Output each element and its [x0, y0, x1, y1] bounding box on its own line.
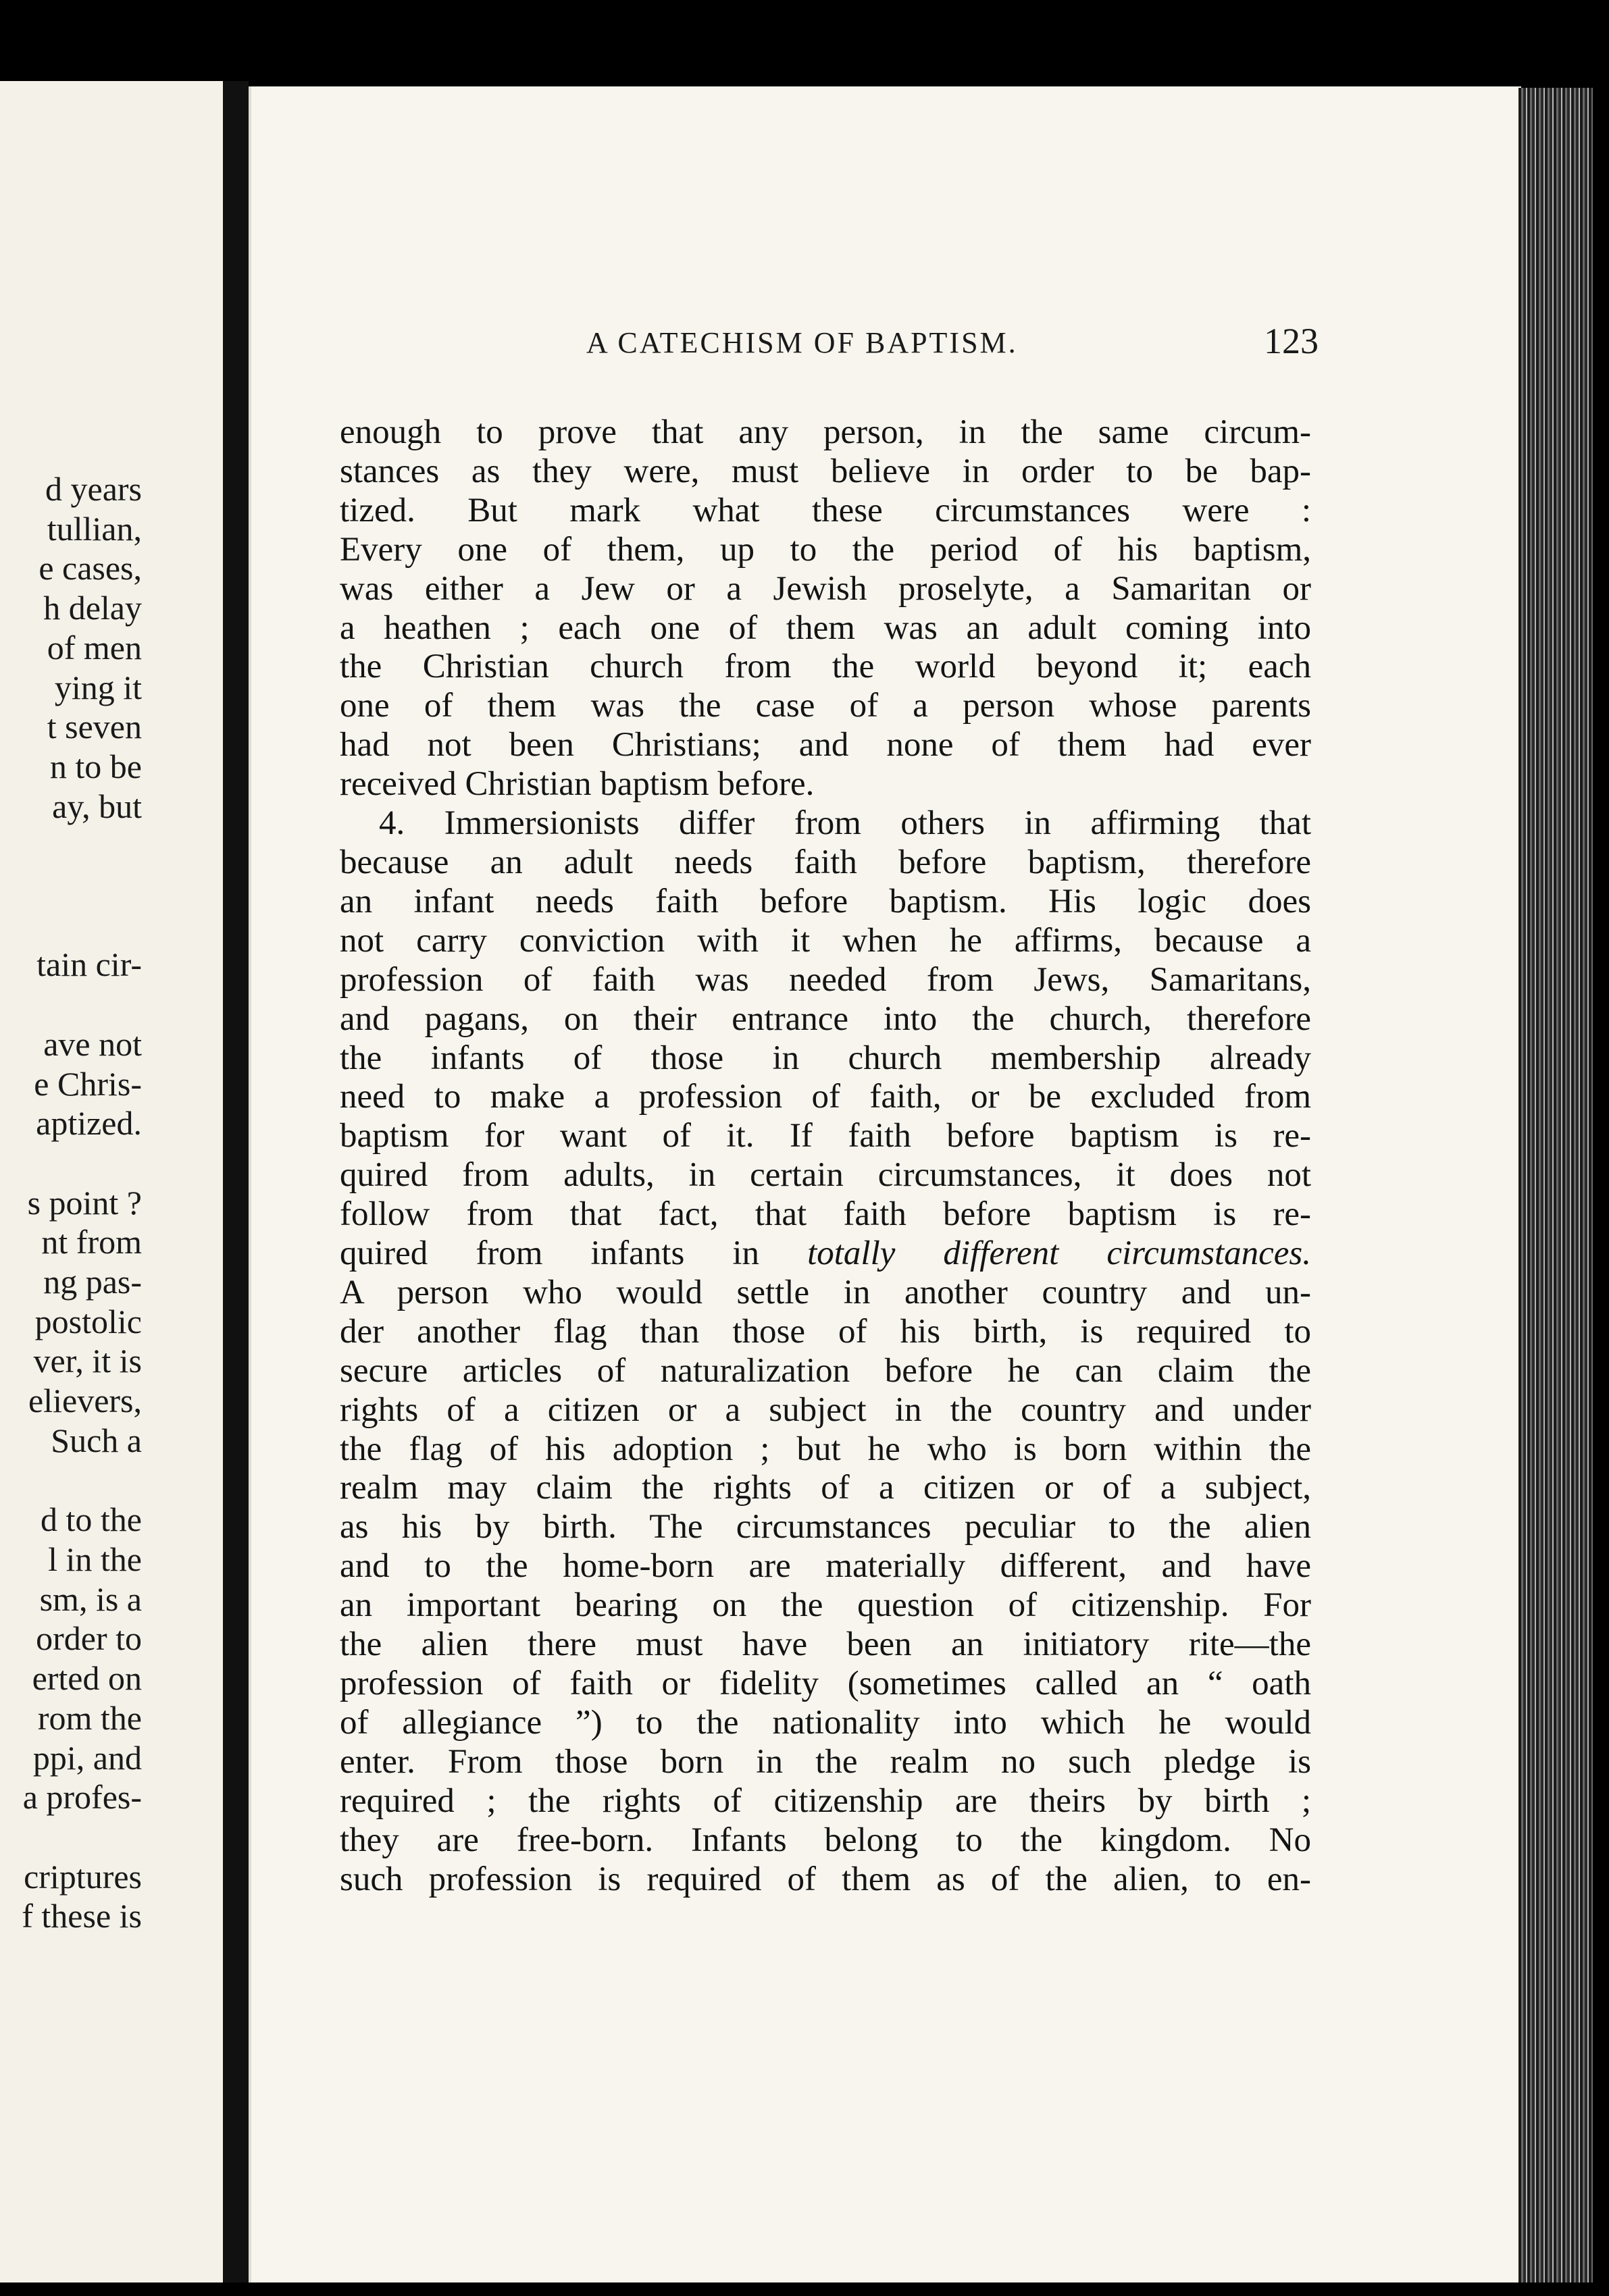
text-line: as his by birth. The circumstances peculiar to the alien	[340, 1508, 1311, 1546]
text-line: realm may claim the rights of a citizen or of a subject,	[340, 1469, 1311, 1507]
text-segment: quired from infants in	[340, 1234, 808, 1273]
left-page-line: f these is	[22, 1897, 142, 1935]
text-line: enough to prove that any person, in the same circum-	[340, 413, 1311, 451]
text-line: the flag of his adoption ; but he who is born within the	[340, 1430, 1311, 1468]
body-text	[340, 413, 1311, 1899]
text-line: not carry conviction with it when he affirms, because a	[340, 921, 1311, 960]
left-page-line	[0, 985, 142, 1024]
text-line: one of them was the case of a person whose parents	[340, 687, 1311, 725]
text-line: follow from that fact, that faith before baptism is re-	[340, 1195, 1311, 1234]
text-line: and pagans, on their entrance into the church, therefore	[340, 999, 1311, 1038]
left-page-line: nt from	[41, 1223, 142, 1261]
left-page-line: postolic	[34, 1302, 142, 1340]
text-line: need to make a profession of faith, or be excluded from	[340, 1078, 1311, 1116]
text-line: quired from adults, in certain circumstances, it does not	[340, 1156, 1311, 1195]
left-page-line: ay, but	[52, 787, 142, 825]
text-line: 4. Immersionists differ from others in affirming that	[379, 804, 1311, 843]
text-line: der another flag than those of his birth, is required to	[340, 1312, 1311, 1351]
left-page-line: ying it	[54, 668, 142, 706]
text-line: secure articles of naturalization before he can claim the	[340, 1351, 1311, 1390]
text-line: required ; the rights of citizenship are theirs by birth ;	[340, 1781, 1311, 1820]
left-page-line: l in the	[48, 1540, 142, 1578]
left-page-line: s point ?	[27, 1183, 142, 1222]
left-page-line: order to	[36, 1619, 142, 1658]
text-line: baptism for want of it. If faith before baptism is re-	[340, 1117, 1311, 1155]
text-line: Every one of them, up to the period of his baptism,	[340, 530, 1311, 569]
left-page-line: n to be	[49, 747, 142, 785]
text-line: an important bearing on the question of citizenship. For	[340, 1586, 1311, 1625]
page-number: 123	[1264, 321, 1319, 361]
left-page-line: ppi, and	[32, 1738, 142, 1777]
text-line: and to the home-born are materially different, and have	[340, 1547, 1311, 1586]
text-line: stances as they were, must believe in order to be bap-	[340, 452, 1311, 490]
left-page-line: ver, it is	[33, 1342, 142, 1380]
left-page-line: tullian,	[47, 509, 142, 548]
left-facing-page	[0, 81, 223, 2282]
left-page-line: criptures	[24, 1857, 142, 1896]
text-line: the alien there must have been an initiatory rite—the	[340, 1625, 1311, 1664]
left-page-text	[0, 469, 142, 1936]
left-page-line: e Chris-	[34, 1064, 142, 1103]
left-page-line	[0, 906, 142, 945]
text-line: they are free-born. Infants belong to the kingdom. No	[340, 1821, 1311, 1859]
left-page-line: elievers,	[28, 1382, 142, 1420]
text-line: because an adult needs faith before baptism, therefore	[340, 843, 1311, 881]
running-head: A CATECHISM OF BAPTISM.	[586, 326, 1018, 359]
left-page-line: erted on	[32, 1659, 142, 1698]
left-page-line	[0, 826, 142, 866]
text-line: profession of faith or fidelity (sometimes called an “ oath	[340, 1665, 1311, 1702]
left-page-line: aptized.	[36, 1104, 142, 1143]
text-line: received Christian baptism before.	[340, 765, 815, 804]
text-line: of allegiance ”) to the nationality into which he would	[340, 1703, 1311, 1742]
text-line-with-italic	[340, 1234, 1311, 1274]
text-line: profession of faith was needed from Jews, Samaritans,	[340, 960, 1311, 999]
left-page-line	[0, 1143, 142, 1183]
text-line: was either a Jew or a Jewish proselyte, a Samaritan or	[340, 569, 1311, 608]
left-page-line	[0, 1461, 142, 1501]
text-line: enter. From those born in the realm no such pledge is	[340, 1742, 1311, 1781]
left-page-line: e cases,	[39, 549, 142, 588]
left-page-line	[0, 866, 142, 906]
left-page-line: Such a	[51, 1421, 142, 1459]
text-line: such profession is required of them as of the alien, to en-	[340, 1860, 1311, 1898]
left-page-line: ave not	[43, 1024, 142, 1063]
left-page-line: of men	[47, 628, 142, 667]
left-page-line: d to the	[41, 1501, 142, 1539]
text-line: A person who would settle in another country and un-	[340, 1273, 1311, 1311]
left-page-line: sm, is a	[39, 1580, 142, 1618]
left-page-line: a profes-	[22, 1778, 142, 1817]
left-page-line: rom the	[37, 1698, 142, 1737]
text-line: the Christian church from the world beyond it; each	[340, 648, 1311, 686]
left-page-line: ng pas-	[43, 1263, 142, 1301]
text-line: the infants of those in church membership already	[340, 1039, 1311, 1077]
italic-phrase: totally different circumstances.	[807, 1234, 1311, 1273]
left-page-line: h delay	[43, 589, 142, 627]
page-edges	[1518, 88, 1593, 2282]
text-line: tized. But mark what these circumstances were :	[340, 491, 1311, 529]
book-gutter	[223, 81, 249, 2282]
left-page-line: d years	[45, 470, 142, 508]
left-page-line: tain cir-	[36, 945, 142, 984]
text-line: rights of a citizen or a subject in the country and under	[340, 1390, 1311, 1429]
text-line: an infant needs faith before baptism. His logic does	[340, 882, 1311, 920]
text-line: a heathen ; each one of them was an adult coming into	[340, 608, 1311, 647]
text-line: had not been Christians; and none of them had ever	[340, 726, 1311, 764]
left-page-line: t seven	[47, 708, 142, 746]
left-page-line	[0, 1817, 142, 1857]
